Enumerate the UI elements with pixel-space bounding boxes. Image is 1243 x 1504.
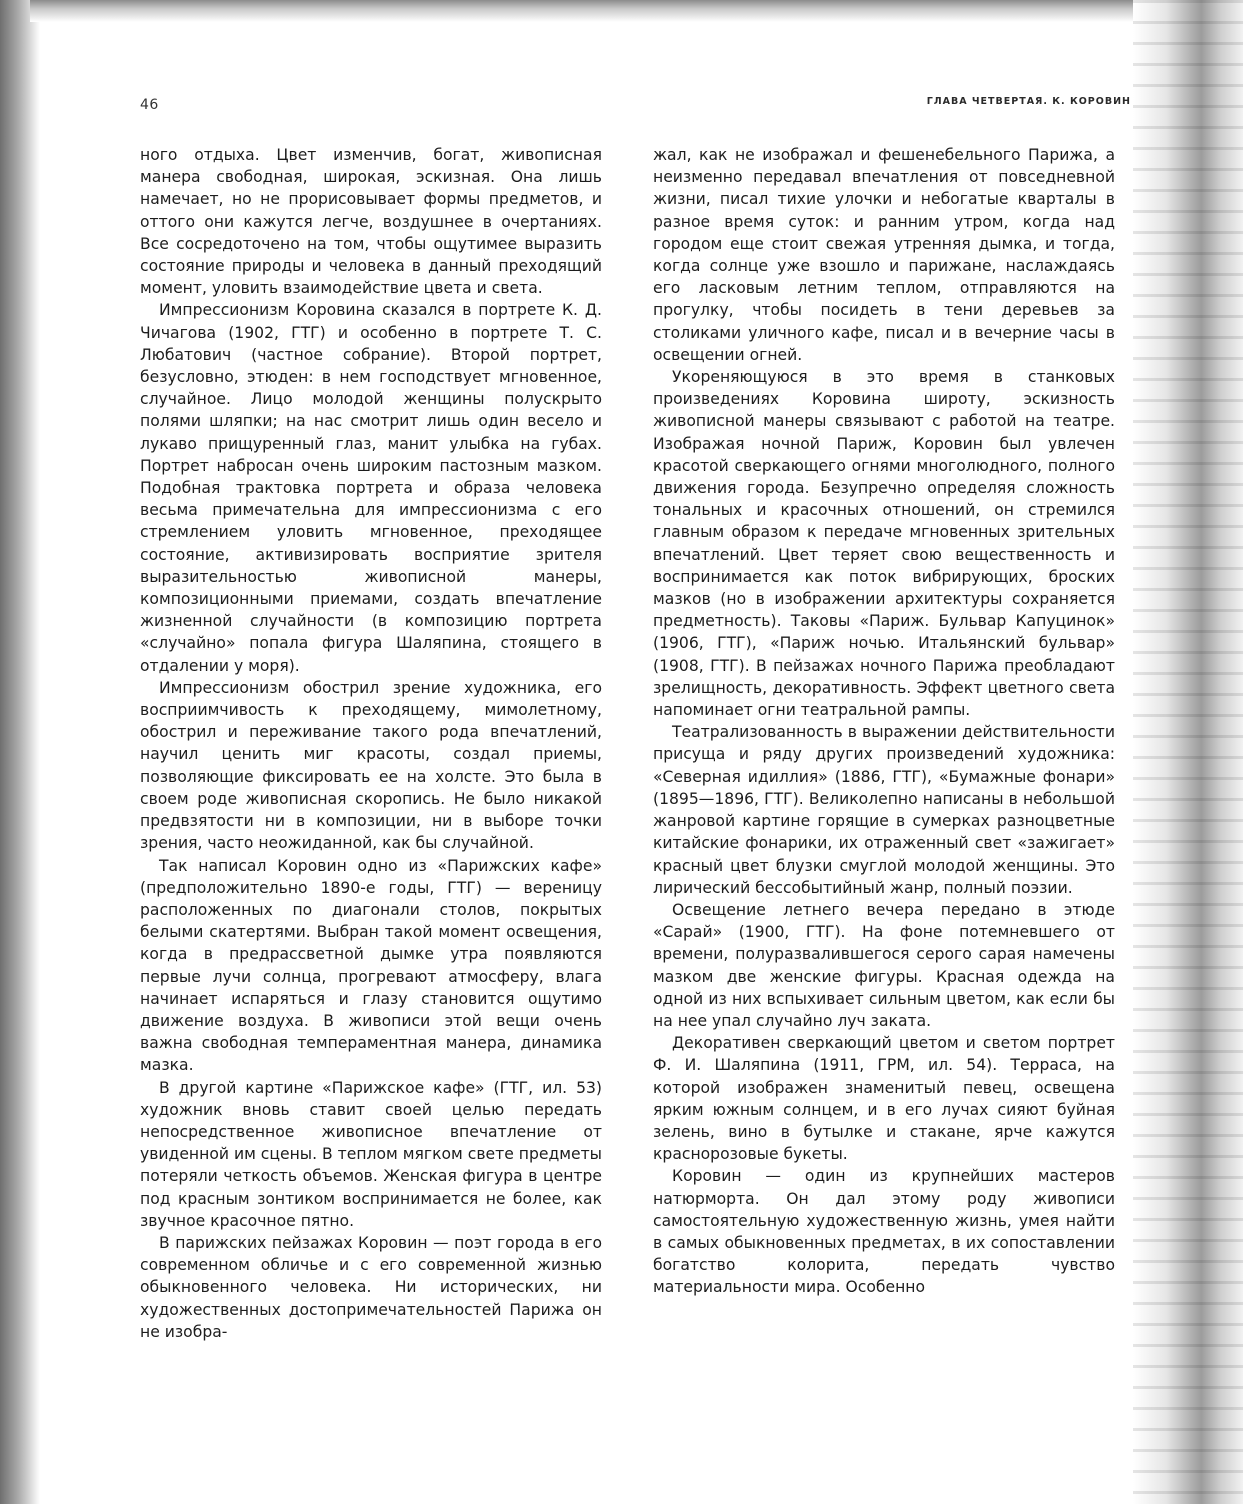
paragraph: Так написал Коровин одно из «Парижских кафе» (предположительно 1890-е годы, ГТГ) — вереницу расположенных по диагонали столов, покрытых белыми скатертями. Выбран такой момент освещения, когда в предрассветной дымке утра появляются первые лучи солнца, прогревают атмосферу, влага начинает испаряться и глазу становится ощутимо движение воздуха. В живописи этой вещи очень важна свободная темпераментная манера, динамика мазка. — [140, 856, 602, 1075]
paragraph: Укореняющуюся в это время в станковых произведениях Коровина широту, эскизность живописной манеры связывают с работой на театре. Изображая ночной Париж, Коровин был увлечен красотой сверкающего огнями многолюдного, полного движения города. Безупречно определяя сложность тональных и красочных отношений, он стремился главным образом к передаче мгновенных зрительных впечатлений. Цвет теряет свою вещественность и воспринимается как поток вибрирующих, броских мазков (но в изображении архитектуры сохраняется предметность). Таковы «Париж. Бульвар Капуцинок» (1906, ГТГ), «Париж ночью. Итальянский бульвар» (1908, ГТГ). В пейзажах ночного Парижа преобладают зрелищность, декоративность. Эффект цветного света напоминает огни театральной рампы. — [653, 368, 1115, 720]
page-top-shadow — [30, 0, 1210, 22]
text-column-right — [653, 144, 1115, 1299]
running-head: ГЛАВА ЧЕТВЕРТАЯ. К. КОРОВИН — [926, 96, 1131, 107]
paragraph: Коровин — один из крупнейших мастеров натюрморта. Он дал этому роду живописи самостоятельную художественную жизнь, умея найти в самых обыкновенных предметах, в их сопоставлении богатство колорита, передать чувство материальности мира. Особенно — [653, 1167, 1115, 1297]
paragraph: Освещение летнего вечера передано в этюде «Сарай» (1900, ГТГ). На фоне потемневшего от времени, полуразвалившегося серого сарая намечены мазком две женские фигуры. Красная одежда на одной из них вспыхивает сильным цветом, как если бы на нее упал случайно луч заката. — [653, 900, 1115, 1030]
paragraph: В другой картине «Парижское кафе» (ГТГ, ил. 53) художник вновь ставит своей целью передать непосредственное живописное впечатление от увиденной им сцены. В теплом мягком свете предметы потеряли четкость объемов. Женская фигура в центре под красным зонтиком воспринимается не более, как звучное красочное пятно. — [140, 1078, 602, 1230]
page-right-edge — [1133, 0, 1243, 1504]
page-number: 46 — [140, 97, 159, 113]
paragraph: жал, как не изображал и фешенебельного Парижа, а неизменно передавал впечатления от повседневной жизни, писал тихие улочки и небогатые кварталы в разное время суток: и ранним утром, когда над городом еще стоит свежая утренняя дымка, и тогда, когда солнце уже взошло и парижане, наслаждаясь его ласковым летним теплом, отправляются на прогулку, чтобы посидеть в тени деревьев за столиками уличного кафе, писал и в вечерние часы в освещении огней. — [653, 146, 1115, 364]
paragraph: В парижских пейзажах Коровин — поэт города в его современном обличье и с его современной жизнью обыкновенного человека. Ни исторических, ни художественных достопримечательностей Парижа он не изобра- — [140, 1233, 602, 1341]
paragraph: ного отдыха. Цвет изменчив, богат, живописная манера свободная, широкая, эскизная. Она лишь намечает, но не прорисовывает формы предметов, и оттого они кажутся легче, воздушнее в очертаниях. Все сосредоточено на том, чтобы ощутимее выразить состояние природы и человека в данный преходящий момент, уловить взаимодействие цвета и света. — [140, 146, 602, 298]
paragraph: Декоративен сверкающий цветом и светом портрет Ф. И. Шаляпина (1911, ГРМ, ил. 54). Терраса, на которой изображен знаменитый певец, освещена ярким южным солнцем, и в его лучах сияют буйная зелень, вино в бутылке и стакане, ярче кажутся краснорозовые букеты. — [653, 1034, 1115, 1164]
page-left-shadow — [0, 0, 40, 1504]
paragraph: Театрализованность в выражении действительности присуща и ряду других произведений художника: «Северная идиллия» (1886, ГТГ), «Бумажные фонари» (1895—1896, ГТГ). Великолепно написаны в небольшой жанровой картине горящие в сумерках разноцветные китайские фонарики, их отраженный свет «зажигает» красный цвет блузки смуглой молодой женщины. Это лирический бессобытийный жанр, полный поэзии. — [653, 723, 1115, 897]
text-column-left — [140, 144, 602, 1343]
paragraph: Импрессионизм обострил зрение художника, его восприимчивость к преходящему, мимолетному, обострил и переживание такого рода впечатлений, научил ценить миг красоты, создал приемы, позволяющие фиксировать ее на холсте. Это была в своем роде живописная скоропись. Не было никакой предвзятости ни в композиции, ни в выборе точки зрения, часто неожиданной, как бы случайной. — [140, 678, 602, 853]
paragraph: Импрессионизм Коровина сказался в портрете К. Д. Чичагова (1902, ГТГ) и особенно в портрете Т. С. Любатович (частное собрание). Второй портрет, безусловно, этюден: в нем господствует мгновенное, случайное. Лицо молодой женщины полускрыто полями шляпки; на нас смотрит лишь один весело и лукаво прищуренный глаз, манит улыбка на губах. Портрет набросан очень широким пастозным мазком. Подобная трактовка портрета и образа человека весьма примечательна для импрессионизма с его стремлением уловить мгновенное, преходящее состояние, активизировать восприятие зрителя выразительностью живописной манеры, композиционными приемами, создать впечатление жизненной случайности (в композицию портрета «случайно» попала фигура Шаляпина, стоящего в отдалении у моря). — [140, 301, 602, 675]
